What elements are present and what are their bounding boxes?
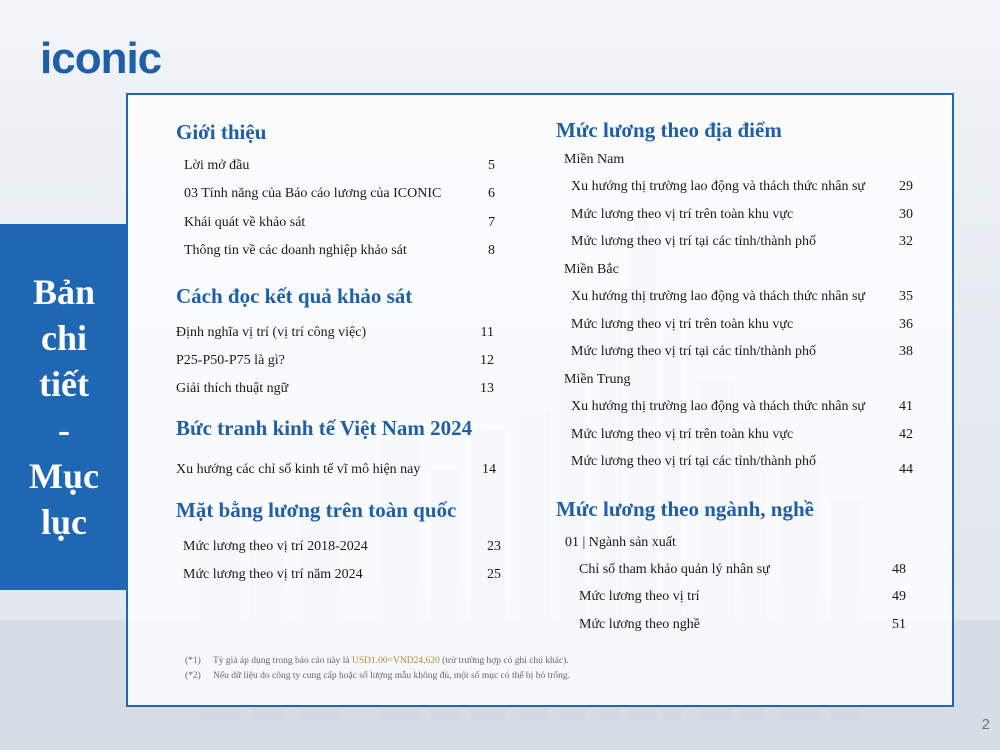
toc-item-label[interactable]: Khái quát về khảo sát xyxy=(184,215,306,230)
footnote-text: Tỷ giá áp dụng trong báo cáo này là xyxy=(213,656,353,666)
toc-item-label[interactable]: Mức lương theo vị trí tại các tỉnh/thành phố xyxy=(571,344,816,359)
toc-item-page: 36 xyxy=(899,317,913,332)
toc-item-page: 29 xyxy=(899,179,913,194)
toc-item-page: 25 xyxy=(487,567,501,582)
toc-item-label[interactable]: Xu hướng thị trường lao động và thách thức nhân sự xyxy=(571,289,865,304)
toc-item-label[interactable]: P25-P50-P75 là gì? xyxy=(176,353,285,368)
toc-item-page: 13 xyxy=(480,381,494,396)
footnote-2 xyxy=(185,669,570,684)
toc-item-page: 49 xyxy=(892,589,906,604)
section-heading-theo-dia-diem: Mức lương theo địa điểm xyxy=(556,118,782,142)
toc-item-page: 11 xyxy=(480,325,494,340)
toc-item-label[interactable]: Mức lương theo vị trí 2018-2024 xyxy=(183,539,368,554)
page-number: 2 xyxy=(981,716,990,733)
section-heading-buc-tranh: Bức tranh kinh tế Việt Nam 2024 xyxy=(176,416,473,440)
toc-item-label[interactable]: Thông tin về các doanh nghiệp khảo sát xyxy=(184,243,407,258)
toc-item-label[interactable]: 03 Tính năng của Báo cáo lương của ICONIC xyxy=(184,186,442,201)
toc-item-label[interactable]: Mức lương theo vị trí trên toàn khu vực xyxy=(571,317,794,332)
toc-item-page: 7 xyxy=(488,215,495,230)
toc-item-label[interactable]: Mức lương theo vị trí xyxy=(579,589,700,604)
footnote-1 xyxy=(185,654,570,669)
industry-group-heading: 01 | Ngành sản xuất xyxy=(565,535,676,550)
footnote-mark: (*2) xyxy=(185,671,201,681)
toc-item-page: 6 xyxy=(488,186,495,201)
section-heading-cach-doc: Cách đọc kết quả khảo sát xyxy=(176,284,413,308)
toc-item-page: 35 xyxy=(899,289,913,304)
toc-item-label[interactable]: Mức lương theo vị trí tại các tỉnh/thành phố xyxy=(571,234,816,249)
toc-item-label[interactable]: Xu hướng thị trường lao động và thách thức nhân sự xyxy=(571,399,865,414)
toc-item-label[interactable]: Mức lương theo nghề xyxy=(579,617,700,632)
section-heading-mat-bang: Mặt bằng lương trên toàn quốc xyxy=(176,498,457,522)
toc-item-page: 8 xyxy=(488,243,495,258)
region-heading: Miền Nam xyxy=(564,152,625,167)
toc-item-label[interactable]: Định nghĩa vị trí (vị trí công việc) xyxy=(176,325,367,340)
footnote-text: Nếu dữ liệu do công ty cung cấp hoặc số lượng mẫu không đủ, một số mục có thể bị bỏ trống. xyxy=(213,671,570,681)
toc-item-page: 48 xyxy=(892,562,906,577)
toc-item-page: 51 xyxy=(892,617,906,632)
iconic-logo: iconic xyxy=(40,34,162,83)
exchange-rate-highlight: USD1.00=VND24,620 xyxy=(352,656,440,666)
toc-item-label[interactable]: Mức lương theo vị trí tại các tỉnh/thành phố xyxy=(571,454,816,469)
toc-item-label[interactable]: Xu hướng thị trường lao động và thách thức nhân sự xyxy=(571,179,865,194)
region-heading: Miền Bắc xyxy=(564,262,619,277)
section-heading-theo-nganh-nghe: Mức lương theo ngành, nghề xyxy=(556,497,814,521)
toc-item-label[interactable]: Mức lương theo vị trí trên toàn khu vực xyxy=(571,207,794,222)
footnote-text: (trừ trường hợp có ghi chú khác). xyxy=(439,656,569,666)
section-heading-gioi-thieu: Giới thiệu xyxy=(176,120,267,144)
toc-item-page: 30 xyxy=(899,207,913,222)
toc-item-page: 14 xyxy=(482,462,496,477)
toc-item-label[interactable]: Lời mở đầu xyxy=(184,158,250,173)
toc-item-label[interactable]: Chỉ số tham khảo quản lý nhân sự xyxy=(579,562,770,577)
toc-item-page: 38 xyxy=(899,344,913,359)
side-title-panel xyxy=(0,224,128,590)
toc-item-label[interactable]: Mức lương theo vị trí trên toàn khu vực xyxy=(571,427,794,442)
toc-item-page: 23 xyxy=(487,539,501,554)
toc-item-page: 44 xyxy=(899,462,913,477)
toc-item-page: 42 xyxy=(899,427,913,442)
toc-item-page: 32 xyxy=(899,234,913,249)
footnote-mark: (*1) xyxy=(185,656,201,666)
toc-item-label[interactable]: Giải thích thuật ngữ xyxy=(176,381,289,396)
toc-item-page: 41 xyxy=(899,399,913,414)
side-title: Bản chi tiết - Mục lục xyxy=(29,272,99,542)
toc-item-label[interactable]: Xu hướng các chỉ số kinh tế vĩ mô hiện nay xyxy=(176,462,421,477)
toc-item-page: 5 xyxy=(488,158,495,173)
footnotes xyxy=(185,654,570,684)
region-heading: Miền Trung xyxy=(564,372,631,387)
toc-item-page: 12 xyxy=(480,353,494,368)
toc-item-label[interactable]: Mức lương theo vị trí năm 2024 xyxy=(183,567,363,582)
